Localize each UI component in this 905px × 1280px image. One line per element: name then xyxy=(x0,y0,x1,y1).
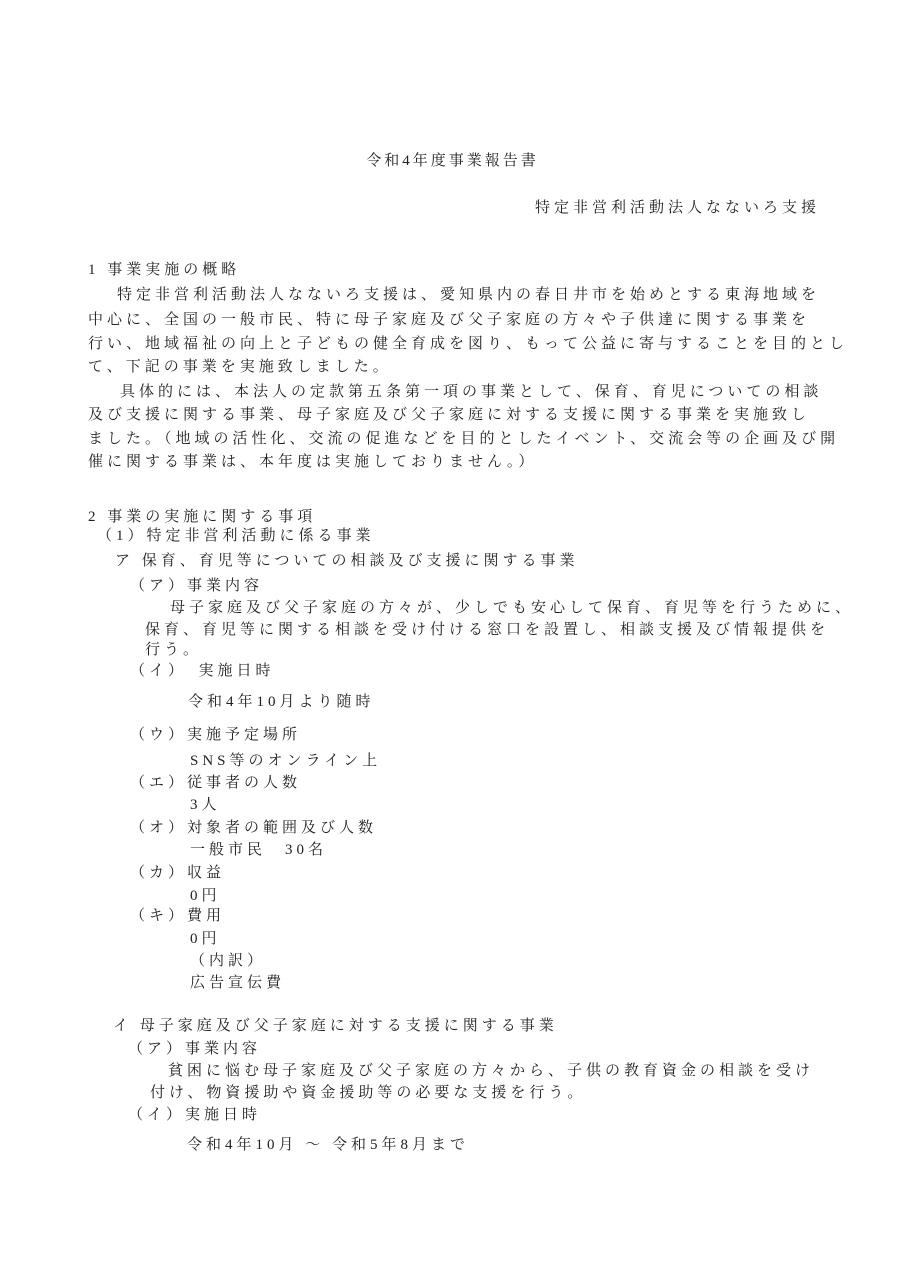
section1-para1-line1: 特定非営利活動法人なないろ支援は、愛知県内の春日井市を始めとする東海地域を xyxy=(117,287,821,303)
section1-para1-line4: て、下記の事業を実施致しました。 xyxy=(88,359,392,375)
business-b-content-line1: 貧困に悩む母子家庭及び父子家庭の方々から、子供の教育資金の相談を受け xyxy=(168,1063,815,1079)
section1-para1-line3: 行い、地域福祉の向上と子どもの健全育成を図り、もって公益に寄与することを目的とし xyxy=(88,336,849,352)
business-a-place-label: （ウ）実施予定場所 xyxy=(130,727,302,743)
section2-heading: 2 事業の実施に関する事項 xyxy=(88,509,317,525)
business-a-workers-value: 3人 xyxy=(190,797,221,813)
business-a-workers-label: （エ）従事者の人数 xyxy=(130,775,302,791)
section1-para1-line2: 中心に、全国の一般市民、特に母子家庭及び父子家庭の方々や子供達に関する事業を xyxy=(88,312,811,328)
business-a-revenue-label: （カ）収益 xyxy=(130,865,226,881)
business-a-content-line2: 保育、育児等に関する相談を受け付ける窓口を設置し、相談支援及び情報提供を xyxy=(145,622,830,638)
business-a-datetime-value: 令和4年10月より随時 xyxy=(188,694,375,710)
business-a-content-line1: 母子家庭及び父子家庭の方々が、少しでも安心して保育、育児等を行うために、 xyxy=(170,600,855,616)
section1-para2-line3: ました。（地域の活性化、交流の促進などを目的としたイベント、交流会等の企画及び開 xyxy=(88,431,840,447)
business-a-target-value: 一般市民 30名 xyxy=(190,842,328,858)
business-b-datetime-label: （イ）実施日時 xyxy=(128,1107,262,1123)
business-b-datetime-value: 令和4年10月 ～ 令和5年8月まで xyxy=(187,1137,470,1153)
business-a-expense-value: 0円 xyxy=(190,931,221,947)
business-a-datetime-label: （イ） 実施日時 xyxy=(130,663,275,679)
section1-para2-line1: 具体的には、本法人の定款第五条第一項の事業として、保育、育児についての相談 xyxy=(120,384,823,400)
report-title: 令和4年度事業報告書 xyxy=(366,153,539,169)
business-b-heading: イ 母子家庭及び父子家庭に対する支援に関する事業 xyxy=(113,1018,558,1034)
section1-para2-line2: 及び支援に関する事業、母子家庭及び父子家庭に対する支援に関する事業を実施致し xyxy=(88,407,811,423)
business-b-content-label: （ア）事業内容 xyxy=(128,1041,262,1057)
business-b-content-line2: 付け、物資援助や資金援助等の必要な支援を行う。 xyxy=(150,1085,587,1101)
business-a-target-label: （オ）対象者の範囲及び人数 xyxy=(130,820,378,836)
business-a-breakdown-value: 広告宣伝費 xyxy=(190,975,286,991)
business-a-breakdown-label: （内訳） xyxy=(190,953,267,969)
business-a-place-value: SNS等のオンライン上 xyxy=(190,753,382,769)
organization-name: 特定非営利活動法人なないろ支援 xyxy=(534,200,820,216)
business-a-content-label: （ア）事業内容 xyxy=(130,578,264,594)
section2-category: （1）特定非営利活動に係る事業 xyxy=(97,528,375,544)
business-a-expense-label: （キ）費用 xyxy=(130,908,226,924)
section1-heading: 1 事業実施の概略 xyxy=(88,262,241,278)
business-a-content-line3: 行う。 xyxy=(145,642,203,658)
business-a-revenue-value: 0円 xyxy=(190,888,221,904)
section1-para2-line4: 催に関する事業は、本年度は実施しておりません。） xyxy=(88,454,538,470)
business-a-heading: ア 保育、育児等についての相談及び支援に関する事業 xyxy=(115,553,579,569)
